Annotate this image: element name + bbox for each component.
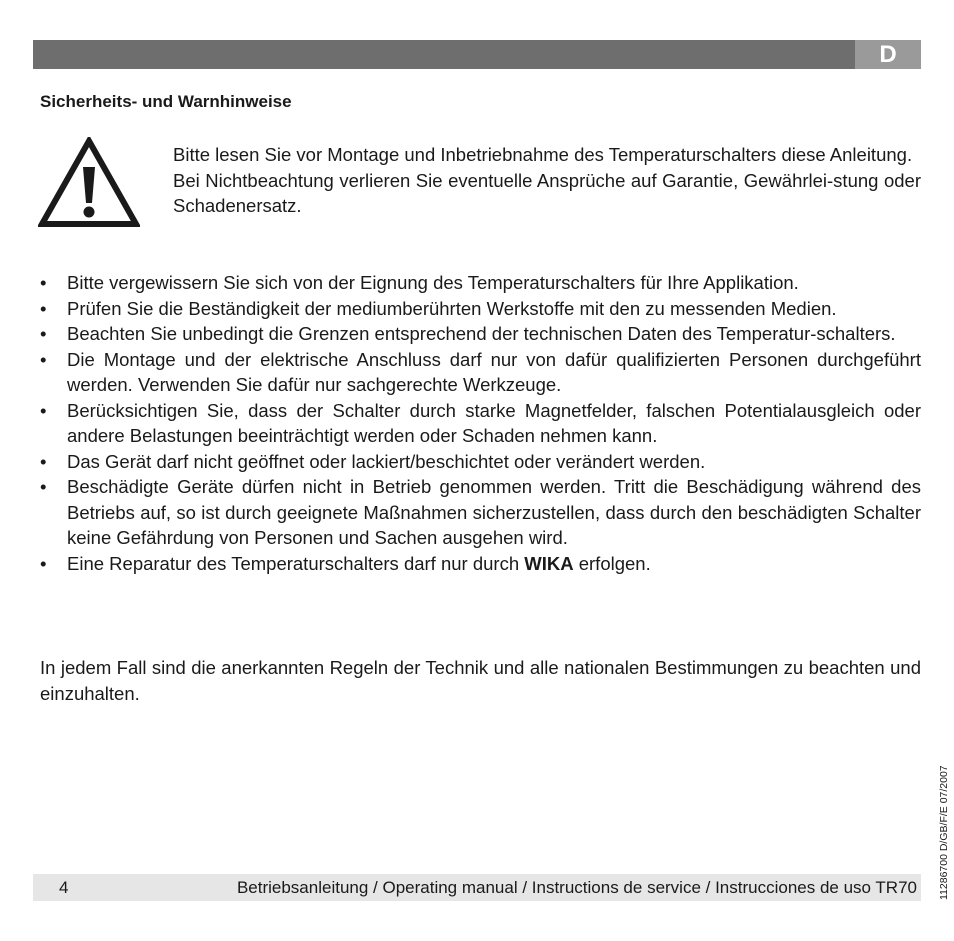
bullet-symbol: •	[40, 297, 47, 319]
bullet-symbol: •	[40, 399, 47, 421]
section-heading: Sicherheits- und Warnhinweise	[40, 92, 292, 111]
document-code: 11286700 D/GB/F/E 07/2007	[938, 765, 950, 900]
intro-paragraph: Bei Nichtbeachtung verlieren Sie eventuelle Ansprüche auf Garantie, Gewährlei-stung oder Schadenersatz.	[173, 169, 921, 216]
header-bar	[33, 40, 921, 69]
footer-bar	[33, 874, 921, 901]
footer-title: Betriebsanleitung / Operating manual / Instructions de service / Instrucciones de uso TR70	[236, 878, 917, 897]
bullet-symbol: •	[40, 552, 47, 574]
list-item	[40, 270, 921, 296]
bullet-symbol: •	[40, 272, 47, 293]
page-number: 4	[59, 878, 69, 897]
list-item	[40, 474, 921, 551]
list-item-text: Die Montage und der elektrische Anschluss darf nur von dafür qualifizierten Personen durchgeführt werden. Verwenden Sie dafür nur sachgerechte Werkzeuge.	[67, 348, 921, 395]
list-item-text: Beachten Sie unbedingt die Grenzen entsprechend der technischen Daten des Temperatur-schalters.	[67, 323, 896, 344]
list-item	[40, 321, 921, 347]
list-item-text-after: erfolgen.	[573, 552, 651, 574]
list-item	[40, 551, 921, 577]
bullet-symbol: •	[40, 323, 47, 344]
list-item-text: Beschädigte Geräte dürfen nicht in Betrieb genommen werden. Tritt die Beschädigung während des Betriebs auf, so ist durch geeignete Maßnahmen sicherzustellen, dass durch den beschädigten Schalter keine Gefährdung von Personen und Sachen ausgehen wird.	[67, 476, 921, 548]
language-tab: D	[855, 40, 921, 69]
list-item	[40, 296, 921, 322]
bullet-symbol: •	[40, 450, 47, 472]
closing-paragraph: In jedem Fall sind die anerkannten Regeln der Technik und alle nationalen Bestimmungen zu beachten und einzuhalten.	[40, 657, 921, 704]
list-item-text-before: Eine Reparatur des Temperaturschalters darf nur durch	[67, 552, 525, 574]
list-item-text: Das Gerät darf nicht geöffnet oder lackiert/beschichtet oder verändert werden.	[67, 450, 706, 472]
brand-name: WIKA	[524, 552, 574, 574]
bullet-symbol: •	[40, 476, 47, 497]
list-item-text: Prüfen Sie die Beständigkeit der mediumberührten Werkstoffe mit den zu messenden Medien.	[67, 297, 837, 319]
list-item	[40, 347, 921, 398]
list-item-text: Bitte vergewissern Sie sich von der Eignung des Temperaturschalters für Ihre Applikation.	[67, 272, 799, 293]
safety-list	[40, 270, 921, 576]
warning-triangle-icon	[38, 137, 140, 229]
bullet-symbol: •	[40, 348, 47, 370]
list-item	[40, 449, 921, 475]
intro-text	[173, 142, 921, 219]
list-item-text: Berücksichtigen Sie, dass der Schalter durch starke Magnetfelder, falschen Potentialausgleich oder andere Belastungen beeinträchtigt werden oder Schaden nehmen kann.	[67, 399, 921, 446]
intro-paragraph: Bitte lesen Sie vor Montage und Inbetriebnahme des Temperaturschalters diese Anleitung.	[173, 144, 913, 165]
list-item	[40, 398, 921, 449]
